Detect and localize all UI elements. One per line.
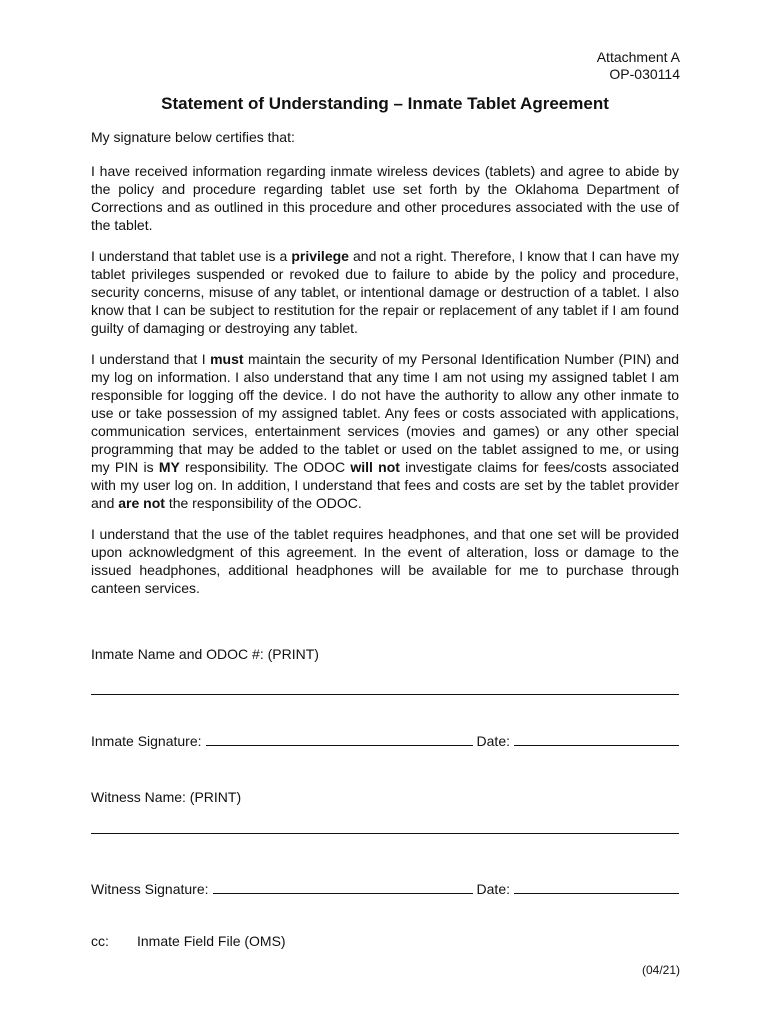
inmate-date-line[interactable]: [514, 745, 679, 746]
text-run: and not a right. Therefore, I know that I can have my tablet privileges suspended or revoked due to failure to abide by the policy and procedure, security concerns, misuse of any tablet, or intentional damage or destruction of a tablet. I also know that I can be subject to restitution for the repair or replacement of any tablet if I am found guilty of damaging or destroying any tablet.: [91, 248, 679, 336]
text-run: maintain the security of my Personal Identification Number (PIN) and my log on information. I also understand that any time I am not using my assigned tablet I am responsible for logging off the device. I do not have the authority to allow any other inmate to use or take possession of my assigned tablet. Any fees or costs associated with applications, communication services, entertainment services (movies and games) or any other special programming that may be added to the tablet or used on the tablet assigned to me, or using my PIN is: [91, 351, 679, 475]
inmate-date-label: Date:: [476, 733, 510, 749]
bold-are-not: are not: [118, 495, 165, 511]
inmate-name-line[interactable]: [91, 694, 679, 695]
inmate-signature-row: [91, 733, 679, 749]
witness-date-label: Date:: [476, 881, 510, 897]
witness-name-line[interactable]: [91, 833, 679, 834]
text-run: investigate claims for fees/costs associated with my user log on. In addition, I understand that fees and costs are set by the tablet provider and: [91, 459, 680, 511]
witness-signature-row: [91, 881, 679, 897]
bold-privilege: privilege: [291, 248, 349, 264]
inmate-name-label: Inmate Name and ODOC #: (PRINT): [91, 646, 319, 662]
inmate-signature-line[interactable]: [206, 745, 473, 746]
intro-text: My signature below certifies that:: [91, 129, 295, 145]
witness-name-label: Witness Name: (PRINT): [91, 789, 242, 805]
bold-must: must: [210, 351, 244, 367]
op-number: OP-030114: [609, 66, 680, 82]
text-run: the responsibility of the ODOC.: [164, 495, 362, 511]
cc-line: [91, 933, 286, 949]
paragraph-headphones: I understand that the use of the tablet requires headphones, and that one set will be provided upon acknowledgment of this agreement. In the event of alteration, loss or damage to the issued headphones, additional headphones will be available for me to purchase through canteen services.: [91, 526, 679, 596]
text-run: I understand that I: [91, 351, 211, 367]
cc-label: cc:: [91, 933, 109, 949]
text-run: responsibility. The ODOC: [179, 459, 351, 475]
witness-signature-label: Witness Signature:: [91, 881, 209, 897]
text-run: I understand that tablet use is a: [91, 248, 292, 264]
paragraph-devices: I have received information regarding inmate wireless devices (tablets) and agree to abide by the policy and procedure regarding tablet use set forth by the Oklahoma Department of Corrections and as outlined in this procedure and other procedures associated with the use of the tablet.: [91, 163, 679, 233]
attachment-label: Attachment A: [596, 49, 680, 65]
revision-date: (04/21): [641, 963, 680, 977]
cc-value: Inmate Field File (OMS): [137, 933, 286, 949]
document-title: Statement of Understanding – Inmate Tablet Agreement: [161, 94, 609, 113]
inmate-signature-label: Inmate Signature:: [91, 733, 202, 749]
witness-date-line[interactable]: [514, 893, 679, 894]
bold-will-not: will not: [350, 459, 400, 475]
witness-signature-line[interactable]: [213, 893, 473, 894]
signature-fields: [91, 0, 679, 1024]
bold-my: MY: [158, 459, 180, 475]
